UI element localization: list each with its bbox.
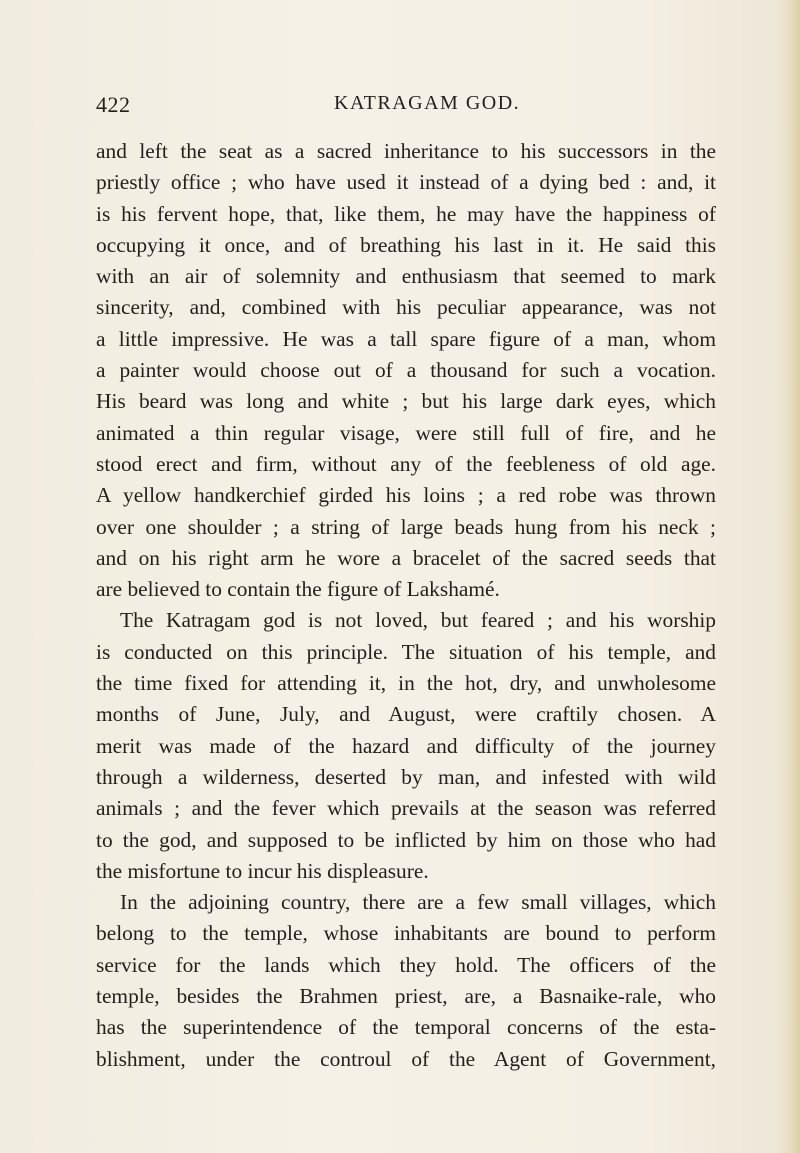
text-line: is conducted on this principle. The situation of his temple, and [96,639,716,664]
text-line: His beard was long and white ; but his large dark eyes, which [96,389,716,414]
text-line: animated a thin regular visage, were still full of fire, and he [96,420,716,445]
body-text [96,136,716,1075]
text-line: blishment, under the controul of the Agent of Government, [96,1046,716,1071]
text-line: has the superintendence of the temporal concerns of the esta- [96,1015,716,1040]
text-line: belong to the temple, whose inhabitants are bound to perform [96,921,716,946]
text-line: occupying it once, and of breathing his last in it. He said this [96,232,716,257]
text-line: temple, besides the Brahmen priest, are, a Basnaike-rale, who [96,984,716,1009]
running-head: KATRAGAM GOD. [334,92,521,114]
text-line: animals ; and the fever which prevails at the season was referred [96,796,716,821]
text-line: service for the lands which they hold. The officers of the [96,952,716,977]
text-line: priestly office ; who have used it instead of a dying bed : and, it [96,170,716,195]
text-line: a little impressive. He was a tall spare figure of a man, whom [96,326,716,351]
text-line: and on his right arm he wore a bracelet of the sacred seeds that [96,545,716,570]
page-edge-shading [778,0,800,1153]
text-line: to the god, and supposed to be inflicted by him on those who had [96,827,716,852]
text-line: merit was made of the hazard and difficulty of the journey [96,733,716,758]
text-line: is his fervent hope, that, like them, he may have the happiness of [96,201,716,226]
text-line: and left the seat as a sacred inheritance to his successors in the [96,139,716,163]
text-line: sincerity, and, combined with his peculiar appearance, was not [96,295,716,320]
paragraph-start-line: In the adjoining country, there are a few small villages, which [120,890,716,915]
text-line: the time fixed for attending it, in the hot, dry, and unwholesome [96,671,716,696]
text-line: with an air of solemnity and enthusiasm that seemed to mark [96,264,716,289]
paragraph-end-line: the misfortune to incur his displeasure. [96,858,429,883]
text-line: a painter would choose out of a thousand for such a vocation. [96,358,716,383]
text-line: months of June, July, and August, were craftily chosen. A [96,702,716,727]
text-line: through a wilderness, deserted by man, and infested with wild [96,764,716,789]
page-number: 422 [96,92,131,117]
text-line: over one shoulder ; a string of large beads hung from his neck ; [96,514,716,539]
paragraph-end-line: are believed to contain the figure of Lakshamé. [96,577,500,602]
text-line: A yellow handkerchief girded his loins ; a red robe was thrown [96,483,716,508]
paragraph-start-line: The Katragam god is not loved, but feared ; and his worship [120,608,716,633]
text-line: stood erect and firm, without any of the feebleness of old age. [96,451,716,476]
page-header [96,92,716,120]
